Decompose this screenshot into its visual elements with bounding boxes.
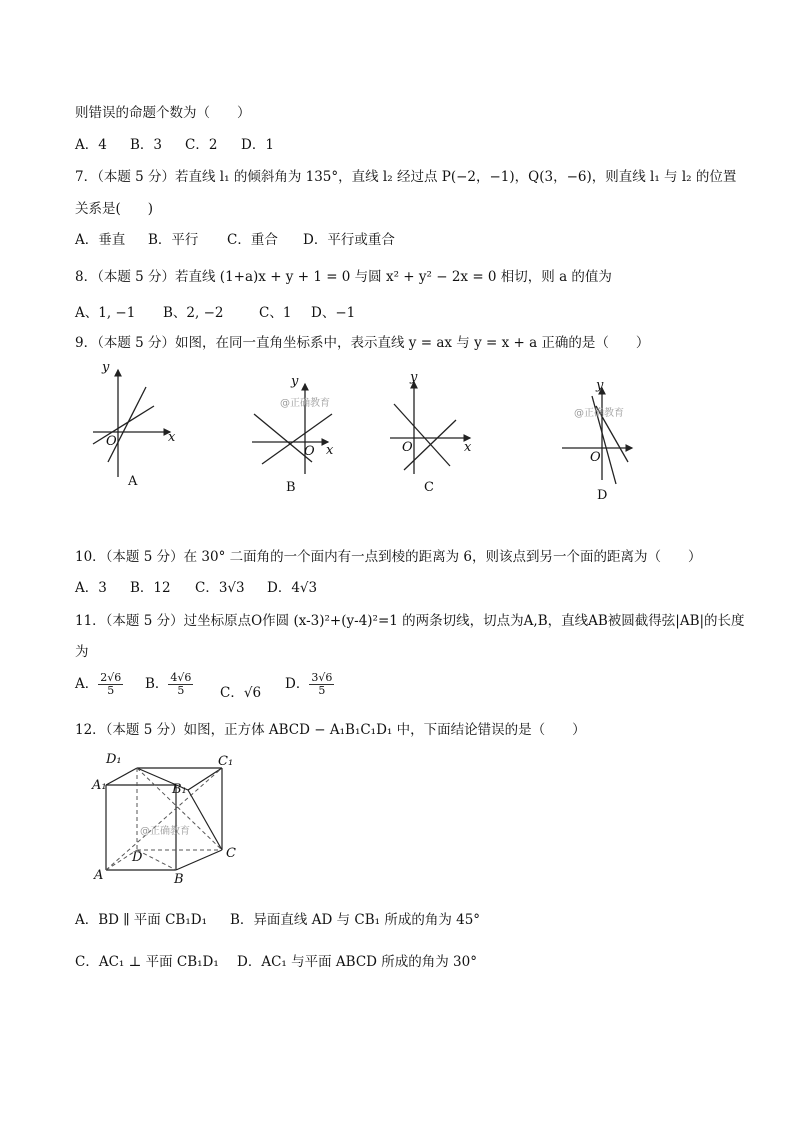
q10-option-a: A．3: [75, 580, 107, 596]
q9-c-origin: O: [402, 440, 413, 455]
q10-option-b: B．12: [130, 580, 171, 596]
q9-a-y-label: y: [102, 360, 110, 375]
q12-label-c1: C₁: [218, 754, 234, 769]
q9-b-origin: O: [304, 444, 315, 459]
q8-stem: 8．（本题 5 分）若直线 (1+a)x + y + 1 = 0 与圆 x² + y² − 2x = 0 相切，则 a 的值为: [75, 269, 612, 285]
q8-option-c: C、1: [259, 305, 292, 321]
q7-option-c: C．重合: [227, 232, 278, 248]
q11-option-a-letter: A．: [75, 676, 99, 692]
q12-label-a: A: [94, 868, 104, 883]
q9-figure-d: [560, 380, 660, 510]
q9-b-y-label: y: [291, 374, 299, 389]
q12-label-c: C: [226, 846, 236, 861]
q9-c-y-label: y: [410, 370, 418, 385]
q7-option-d: D．平行或重合: [303, 232, 395, 248]
q11-option-d-den: 5: [318, 684, 326, 697]
q11-stem-line2: 为: [75, 644, 89, 660]
q8-option-b: B、2, −2: [163, 305, 224, 321]
q7-stem-line1: 7．（本题 5 分）若直线 l₁ 的倾斜角为 135°，直线 l₂ 经过点 P(−2，−1)，Q(3，−6)，则直线 l₁ 与 l₂ 的位置: [75, 169, 737, 185]
q9-a-caption: A: [128, 474, 138, 489]
q11-option-c-value: √6: [243, 685, 262, 701]
q6-option-b: B．3: [130, 137, 163, 153]
q12-option-d: D．AC₁ 与平面 ABCD 所成的角为 30°: [237, 954, 477, 970]
q11-option-c-letter: C．: [220, 685, 244, 701]
q11-option-a-den: 5: [107, 684, 115, 697]
q8-option-d: D、−1: [311, 305, 356, 321]
q7-option-a: A．垂直: [75, 232, 126, 248]
q9-stem: 9．（本题 5 分）如图，在同一直角坐标系中，表示直线 y = ax 与 y = x + a 正确的是（ ）: [75, 335, 650, 351]
q11-stem-line1: 11．（本题 5 分）过坐标原点O作圆 (x-3)²+(y-4)²=1 的两条切线，切点为A,B，直线AB被圆截得弦|AB|的长度: [75, 613, 745, 629]
q9-graph-c: [388, 374, 488, 499]
q10-option-c: C．3√3: [195, 580, 245, 596]
q12-option-a: A．BD ∥ 平面 CB₁D₁: [75, 912, 208, 928]
q12-stem: 12．（本题 5 分）如图，正方体 ABCD − A₁B₁C₁D₁ 中，下面结论错误的是（ ）: [75, 722, 586, 738]
q11-option-b-den: 5: [177, 684, 185, 697]
q11-option-d-fraction: [309, 672, 334, 697]
q7-stem-line2: 关系是( ): [75, 201, 154, 217]
q9-graph-d: [560, 380, 660, 510]
q12-label-b1: B₁: [172, 782, 187, 797]
q9-d-origin: O: [590, 450, 601, 465]
q9-d-y-label: y: [596, 378, 604, 393]
q6-option-a: A．4: [75, 137, 107, 153]
q11-option-b-letter: B．: [145, 676, 169, 692]
q7-option-b: B．平行: [148, 232, 199, 248]
q11-option-a: [75, 672, 123, 697]
q11-option-d-letter: D．: [285, 676, 310, 692]
q12-option-c: C．AC₁ ⊥ 平面 CB₁D₁: [75, 954, 219, 970]
q9-figure-a: [88, 362, 188, 492]
q10-stem: 10．（本题 5 分）在 30° 二面角的一个面内有一点到棱的距离为 6，则该点到另一个面的距离为（ ）: [75, 549, 702, 565]
q11-option-b: [145, 672, 193, 697]
q12-label-d1: D₁: [106, 752, 122, 767]
q9-c-caption: C: [424, 480, 434, 495]
q11-option-b-fraction: [168, 672, 193, 697]
q12-label-d: D: [132, 850, 143, 865]
q11-option-a-fraction: [98, 672, 123, 697]
q9-figure-c: [388, 370, 488, 499]
q9-c-x-label: x: [464, 440, 472, 455]
q11-option-d: [285, 672, 334, 697]
q6-tail: 则错误的命题个数为（ ）: [75, 105, 251, 121]
q12-cube-figure: [92, 752, 242, 890]
q9-a-origin: O: [106, 434, 117, 449]
q6-option-c: C．2: [185, 137, 218, 153]
q9-b-x-label: x: [326, 443, 334, 458]
q12-label-a1: A₁: [92, 778, 107, 793]
q9-b-watermark: @正确教育: [280, 398, 330, 409]
q11-option-a-num: 2√6: [100, 671, 122, 684]
q9-a-x-label: x: [168, 430, 176, 445]
q9-figure-b: [250, 374, 350, 499]
q9-graph-b: [250, 374, 350, 499]
q11-option-b-num: 4√6: [170, 671, 192, 684]
q11-option-c: [220, 684, 261, 702]
q6-option-d: D．1: [241, 137, 274, 153]
q8-option-a: A、1, −1: [75, 305, 136, 321]
q9-graph-a: [88, 362, 188, 492]
q10-option-d: D．4√3: [267, 580, 318, 596]
q9-d-caption: D: [597, 488, 608, 503]
q9-d-watermark: @正确教育: [574, 408, 624, 419]
q12-watermark: @正确教育: [140, 826, 190, 837]
q12-option-b: B．异面直线 AD 与 CB₁ 所成的角为 45°: [230, 912, 481, 928]
q9-b-caption: B: [286, 480, 296, 495]
q12-label-b: B: [174, 872, 184, 887]
q11-option-d-num: 3√6: [311, 671, 333, 684]
